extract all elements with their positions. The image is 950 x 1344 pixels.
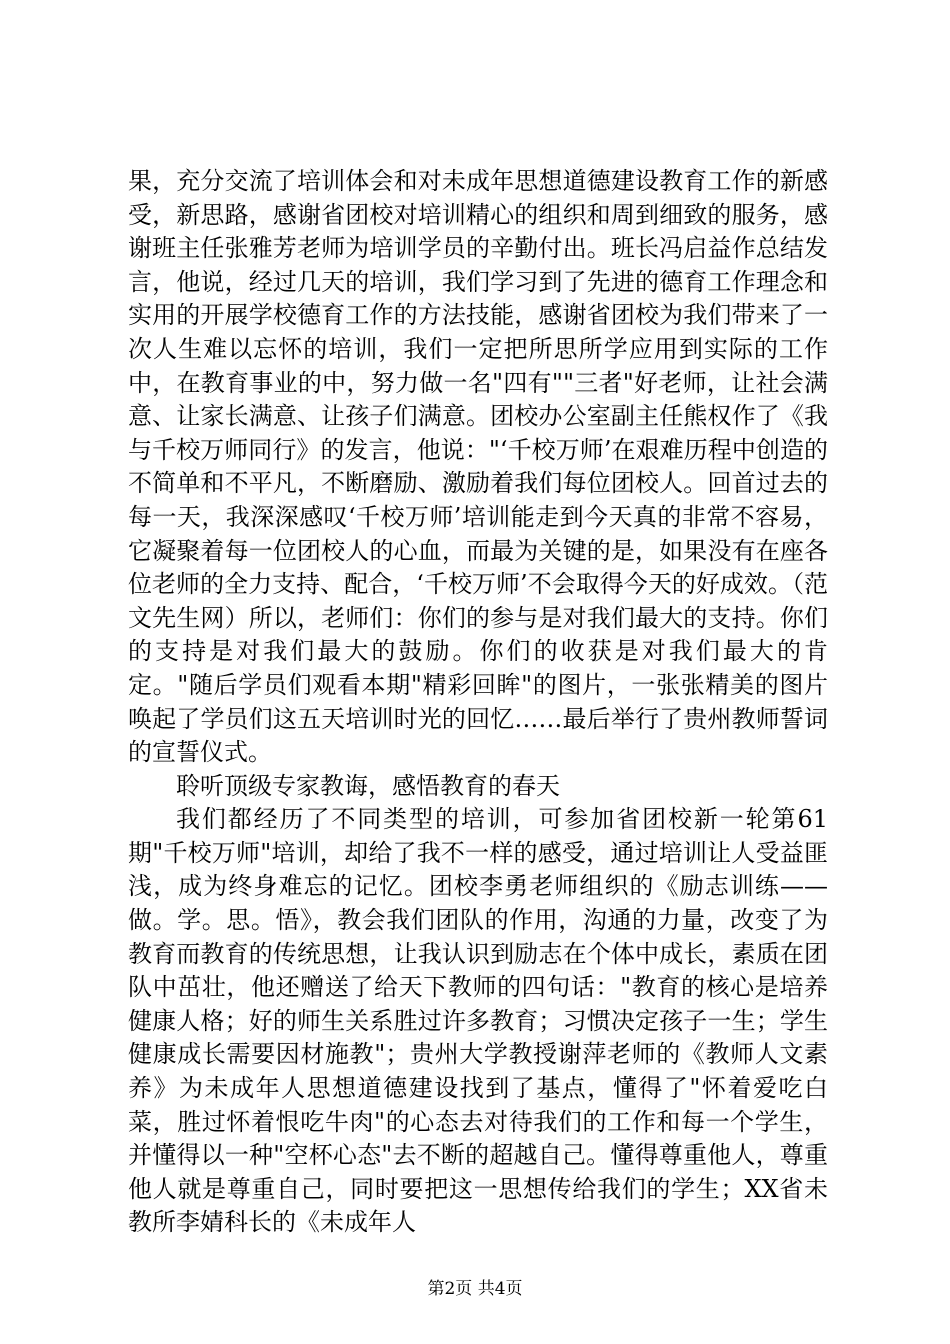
page-number-footer: 第2页 共4页 bbox=[427, 1279, 523, 1299]
section-heading: 聆听顶级专家教诲，感悟教育的春天 bbox=[176, 771, 560, 800]
document-body bbox=[128, 165, 828, 1240]
paragraph-training-experience: 我们都经历了不同类型的培训，可参加省团校新一轮第61期"千校万师"培训，却给了我不一样的感受，通过培训让人受益匪浅，成为终身难忘的记忆。团校李勇老师组织的《励志训练——做。学。思。悟》，教会我们团队的作用，沟通的力量，改变了为教育而教育的传统思想，让我认识到励志在个体中成长，素质在团队中茁壮，他还赠送了给天下教师的四句话："教育的核心是培养健康人格；好的师生关系胜过许多教育；习惯决定孩子一生；学生健康成长需要因材施教"；贵州大学教授谢萍老师的《教师人文素养》为未成年人思想道德建设找到了基点，懂得了"怀着爱吃白菜，胜过怀着恨吃牛肉"的心态去对待我们的工作和每一个学生，并懂得以一种"空杯心态"去不断的超越自己。懂得尊重他人，尊重他人就是尊重自己，同时要把这一思想传给我们的学生；XX省未教所李婧科长的《未成年人 bbox=[128, 805, 828, 1237]
paragraph-continued: 果，充分交流了培训体会和对未成年思想道德建设教育工作的新感受，新思路，感谢省团校对培训精心的组织和周到细致的服务，感谢班主任张雅芳老师为培训学员的辛勤付出。班长冯启益作总结发言，他说，经过几天的培训，我们学习到了先进的德育工作理念和实用的开展学校德育工作的方法技能，感谢省团校为我们带来了一次人生难以忘怀的培训，我们一定把所思所学应用到实际的工作中，在教育事业的中，努力做一名"四有""三者"好老师，让社会满意、让家长满意、让孩子们满意。团校办公室副主任熊权作了《我与千校万师同行》的发言，他说："‘千校万师’在艰难历程中创造的不简单和不平凡，不断磨励、激励着我们每位团校人。回首过去的每一天，我深深感叹‘千校万师’培训能走到今天真的非常不容易，它凝聚着每一位团校人的心血，而最为关键的是，如果没有在座各位老师的全力支持、配合，‘千校万师’不会取得今天的好成效。（范文先生网）所以，老师们：你们的参与是对我们最大的支持。你们的支持是对我们最大的鼓励。你们的收获是对我们最大的肯定。"随后学员们观看本期"精彩回眸"的图片，一张张精美的图片唤起了学员们这五天培训时光的回忆……最后举行了贵州教师誓词的宣誓仪式。 bbox=[128, 167, 828, 767]
